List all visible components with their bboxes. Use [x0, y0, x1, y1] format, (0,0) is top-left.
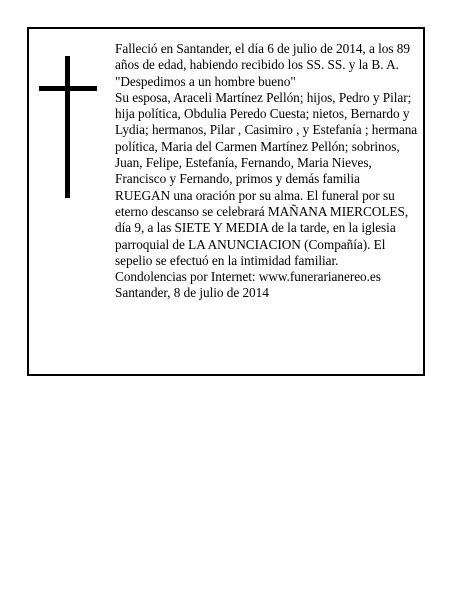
cross-horizontal-bar	[39, 86, 97, 91]
obituary-notice	[27, 27, 425, 376]
condolences-line: Condolencias por Internet: www.funerarianereo.es	[115, 269, 381, 285]
death-announcement: Falleció en Santander, el día 6 de julio de 2014, a los 89 años de edad, habiendo recibido los SS. SS. y la B. A.	[115, 41, 410, 73]
family-list: Su esposa, Araceli Martínez Pellón; hijos, Pedro y Pilar; hija política, Obdulia Peredo Cuesta; nietos, Bernardo y Lydia; hermanos, Pilar , Casimiro , y Estefanía ; hermana política, Maria del Carmen Martínez Pellón; sobrinos, Juan, Felipe, Estefanía, Fernando, Maria Nieves, Francisco y Fernando, primos y demás familia	[115, 89, 418, 187]
notice-text	[115, 41, 421, 302]
farewell-quote: "Despedimos a un hombre bueno"	[115, 73, 296, 89]
place-date-line: Santander, 8 de julio de 2014	[115, 285, 269, 301]
cross-icon	[39, 56, 97, 198]
cross-vertical-bar	[65, 56, 70, 198]
funeral-details: RUEGAN una oración por su alma. El funeral por su eterno descanso se celebrará MAÑANA MIERCOLES, día 9, a las SIETE Y MEDIA de la tarde, en la iglesia parroquial de LA ANUNCIACION (Compañía). El sepelio se efectuó en la intimidad familiar.	[115, 187, 409, 268]
